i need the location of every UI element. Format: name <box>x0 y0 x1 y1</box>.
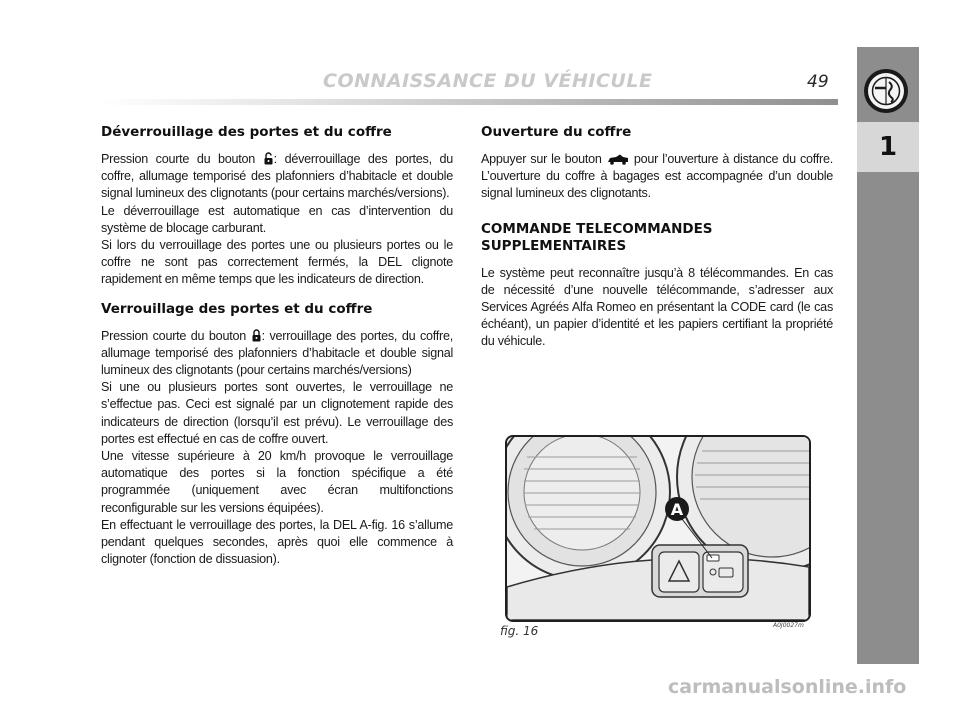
header-divider <box>100 99 838 105</box>
paragraph-text: Appuyer sur le bouton <box>481 152 606 166</box>
paragraph-text: Pression courte du bouton <box>101 152 263 166</box>
section-heading-lock: Verrouillage des portes et du coffre <box>101 300 373 317</box>
paragraph-lock-1 <box>101 328 453 380</box>
page-number: 49 <box>807 72 829 92</box>
left-column <box>101 124 453 568</box>
lock-icon <box>252 329 261 342</box>
alfa-romeo-logo <box>863 68 909 114</box>
chapter-number: 1 <box>857 122 919 172</box>
paragraph-lock-4: En effectuant le verrouillage des portes, la DEL A-fig. 16 s’allume pendant quelques secondes, après quoi elle commence à clignoter (fonction de dissuasion). <box>101 517 453 567</box>
watermark: carmanualsonline.info <box>668 676 907 698</box>
paragraph-text: Pression courte du bouton <box>101 328 251 343</box>
car-trunk-icon <box>607 154 629 165</box>
paragraph-trunk-1 <box>481 151 833 203</box>
paragraph-text: : verrouillage des portes, du coffre, allumage temporisé des plafonniers d’habitacle et double signal lumineux des clignotants (pour certains marchés/versions) <box>101 328 453 378</box>
paragraph-unlock-1 <box>101 151 453 203</box>
figure-reference-code: A0J0027m <box>773 622 804 629</box>
paragraph-remotes-1: Le système peut reconnaître jusqu’à 8 télécommandes. En cas de nécessité d’une nouvelle télécommande, s’adresser aux Services Agréés Alfa Romeo en présentant la CODE card (le cas échéant), un papier d’identité et les papiers certifiant la propriété du véhicule. <box>481 265 833 349</box>
paragraph-unlock-3: Si lors du verrouillage des portes une ou plusieurs portes ou le coffre ne sont pas correctement fermés, la DEL clignote rapidement en même temps que les indicateurs de direction. <box>101 238 453 287</box>
paragraph-text: : déverrouillage des portes, du coffre, allumage temporisé des plafonniers d’habitacle et double signal lumineux des clignotants (pour certains marchés/versions). <box>101 152 453 201</box>
svg-text:·: · <box>885 73 887 77</box>
page-header-title: CONNAISSANCE DU VÉHICULE <box>323 70 653 92</box>
paragraph-unlock-2: Le déverrouillage est automatique en cas d’intervention du système de blocage carburant. <box>101 203 453 235</box>
paragraph-lock-3: Une vitesse supérieure à 20 km/h provoque le verrouillage automatique des portes si la fonction spécifique a été programmée (uniquement avec écran multifonctions reconfigurable sur les versions équipées). <box>101 449 453 515</box>
figure-caption: fig. 16 <box>500 624 539 638</box>
section-heading-unlock: Déverrouillage des portes et du coffre <box>101 124 392 140</box>
section-heading-trunk: Ouverture du coffre <box>481 124 632 140</box>
dashboard-illustration <box>507 437 809 620</box>
right-column <box>481 124 833 351</box>
section-heading-remotes: COMMANDE TELECOMMANDES SUPPLEMENTAIRES <box>481 220 713 254</box>
paragraph-lock-2: Si une ou plusieurs portes sont ouvertes, le verrouillage ne s’effectue pas. Ceci est signalé par un clignotement rapide des indicateurs de direction (lorsqu’il est prévu). Le verrouillage des portes est effectué en cas de coffre ouvert. <box>101 380 453 446</box>
paragraph-text: pour l’ouverture à distance du coffre. L’ouverture du coffre à bagages est accompagnée d’un double signal lumineux des clignotants. <box>481 152 834 201</box>
unlock-icon <box>264 152 273 165</box>
figure-marker-a: A <box>670 500 684 519</box>
figure-dashboard-led <box>505 435 811 622</box>
